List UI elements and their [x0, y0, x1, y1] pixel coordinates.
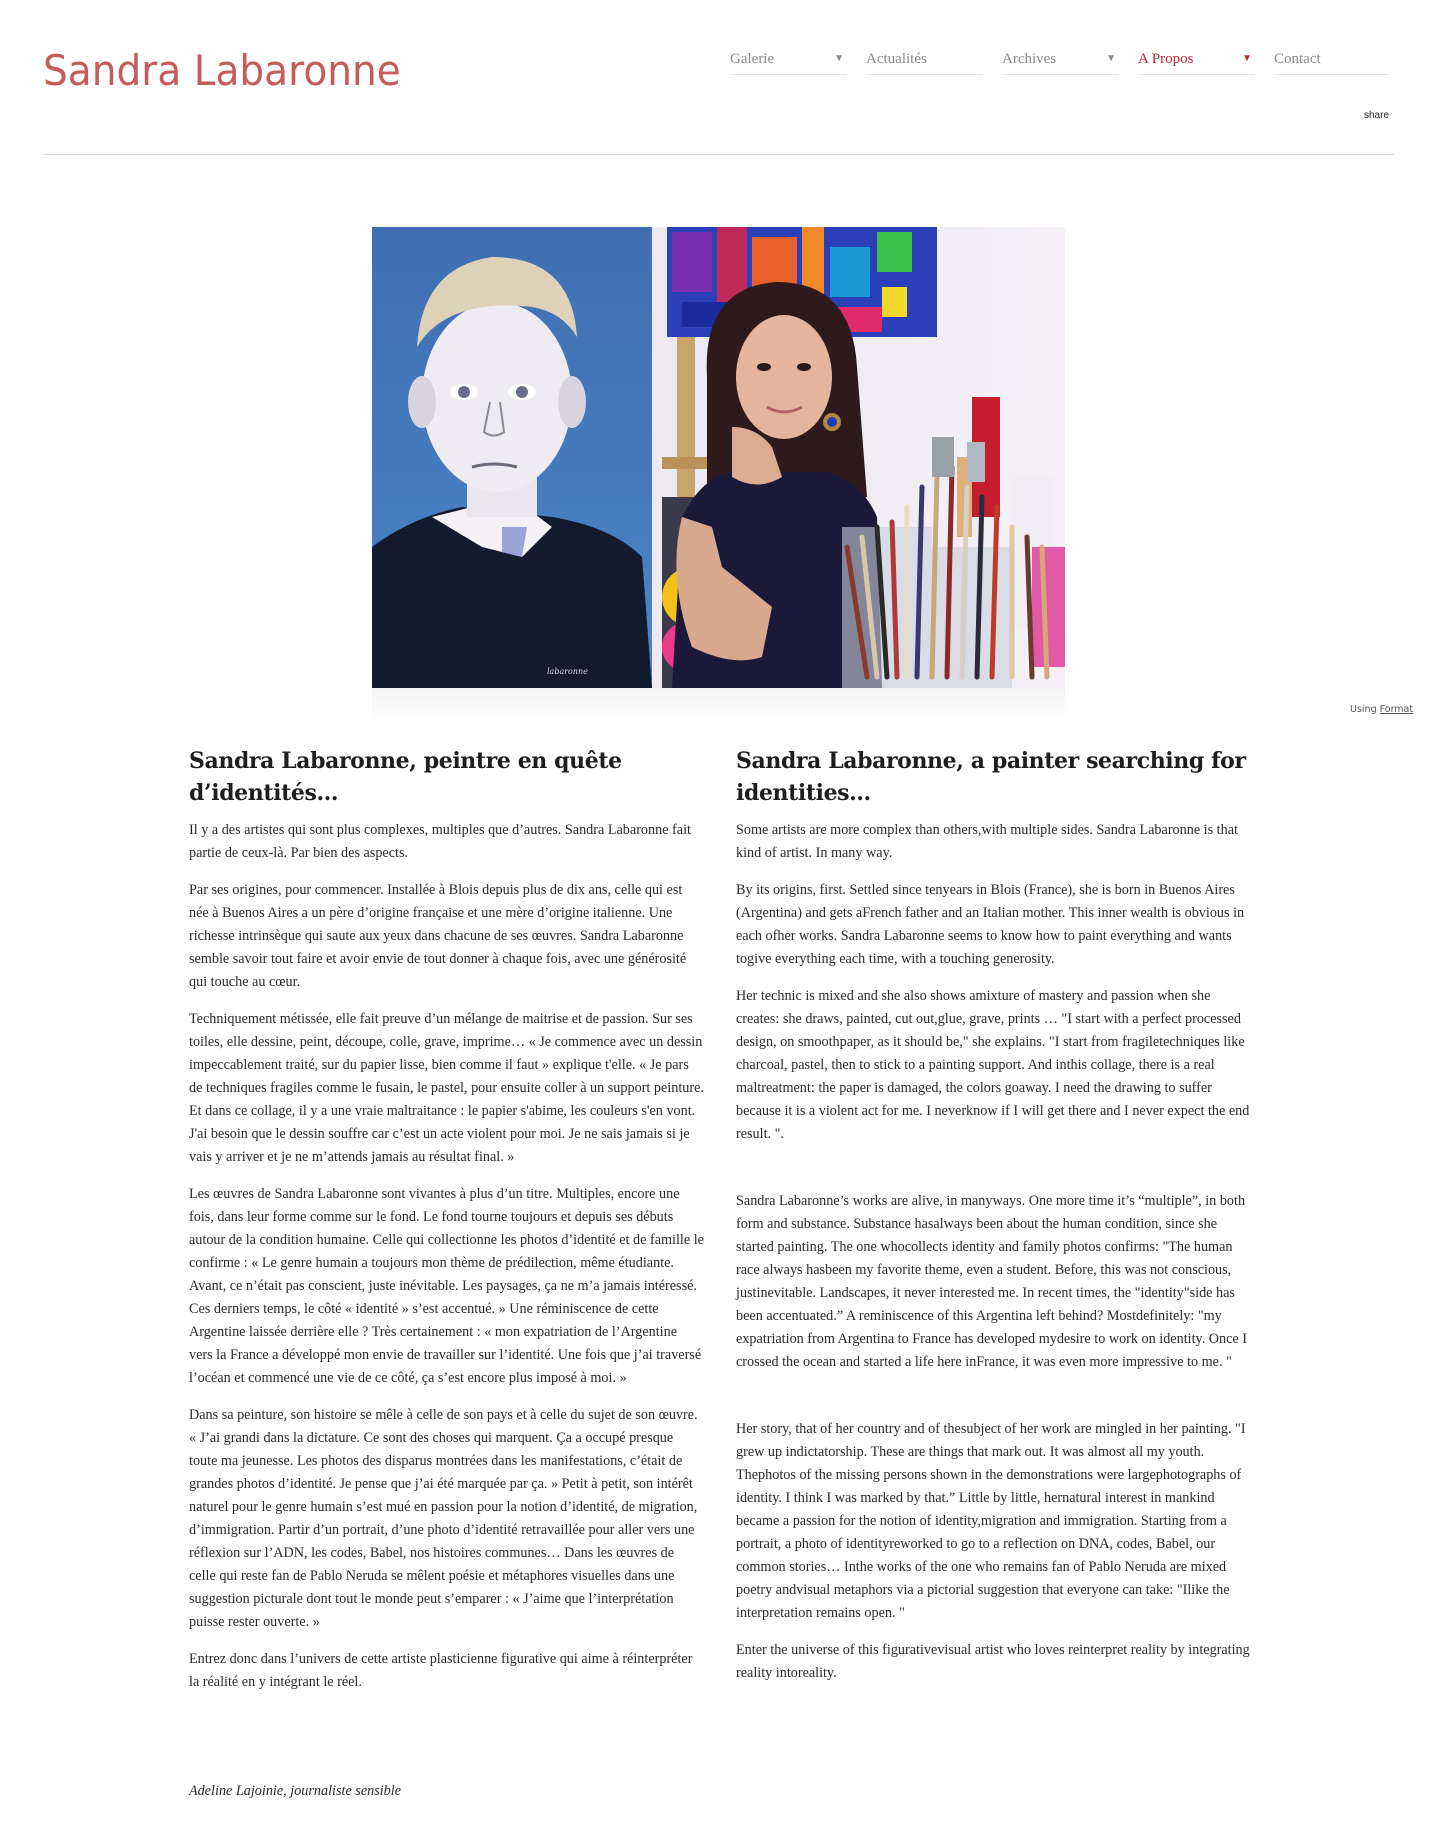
article-english [736, 745, 1251, 1699]
boy-portrait-canvas [372, 227, 652, 688]
paragraph: Entrez donc dans l’univers de cette artiste plasticienne figurative qui aime à réinterpréter la réalité en y intégrant le réel. [189, 1651, 693, 1690]
article-title-french: Sandra Labaronne, peintre en quête d’identités… [189, 748, 622, 806]
nav-item-label: Archives [1002, 51, 1057, 67]
paragraph: Dans sa peinture, son histoire se mêle à celle de son pays et à celle du sujet de son œuvre. « J’ai grandi dans la dictature. Ce sont des choses qui marquent. Ça a occupé presque toute ma jeunesse. Les photos des disparus montrées dans les manifestations, c’était de grandes photos d’identité. Je pense que j’ai été marquée par ça. » Petit à petit, son intérêt naturel pour le genre humain s’est mué en passion pour la notion d’identité, de migration, d’immigration. Partir d’un portrait, d’une photo d’identité retravaillée pour aller vers une réflexion sur l’ADN, les codes, Babel, nos histoires communes… Dans les œuvres de celle qui reste fan de Pablo Neruda se mêlent poésie et métaphores visuelles dans une suggestion picturale dont tout le monde peut s’emparer : « J’aime que l’interprétation puisse rester ouverte. » [189, 1407, 698, 1630]
credit-prefix: Using [1350, 704, 1380, 715]
nav-item-a-propos[interactable] [1138, 46, 1255, 75]
paragraph: Sandra Labaronne’s works are alive, in manyways. One more time it’s “multiple”, in both form and substance. Substance hasalways been about the human condition, since she started painting. The one whocollects identity and family photos confirms: "The human race always hasbeen my favorite theme, even a student. Before, this was not conscious, justinevitable. Landscapes, it never interested me. In recent times, the "identity"side has been accentuated.” A reminiscence of this Argentina left behind? Mostdefinitely: "my expatriation from Argentina to France has developed mydesire to work on identity. Once I crossed the ocean and started a life here inFrance, it was even more impressive to me. " [736, 1193, 1247, 1370]
nav-item-label: A Propos [1138, 51, 1194, 67]
article-french [189, 745, 704, 1708]
paragraph: Enter the universe of this figurativevisual artist who loves reinterpret reality by integrating reality intoreality. [736, 1642, 1250, 1681]
paragraph: Her story, that of her country and of thesubject of her work are mingled in her painting. "I grew up indictatorship. These are things that mark out. It was almost all my youth. Thephotos of the missing persons shown in the demonstrations were largephotographs of identity. I think I was marked by that.” Little by little, hernatural interest in mankind became a passion for the notion of identity,migration and immigration. Starting from a portrait, a photo of identityreworked to go to a reflection on DNA, codes, Babel, our common stories… Inthe works of the one who remains fan of Pablo Neruda are mixed poetry andvisual metaphors via a pictorial suggestion that everyone can take: "Ilike the interpretation remains open. " [736, 1421, 1246, 1621]
header-divider [43, 154, 1394, 155]
paragraph: Il y a des artistes qui sont plus complexes, multiples que d’autres. Sandra Labaronne fait partie de ceux-là. Par bien des aspects. [189, 822, 691, 861]
nav-item-actualites[interactable] [866, 46, 983, 75]
nav-item-galerie[interactable] [730, 46, 847, 75]
site-title-logo[interactable]: Sandra Labaronne [43, 46, 401, 95]
paragraph: By its origins, first. Settled since tenyears in Blois (France), she is born in Buenos Aires (Argentina) and gets aFrench father and an Italian mother. This inner wealth is obvious in each ofher works. Sandra Labaronne seems to know how to paint everything and wants togive everything each time, with a touching generosity. [736, 882, 1245, 967]
format-link[interactable]: Format [1379, 704, 1414, 715]
article-title-english: Sandra Labaronne, a painter searching for identities… [736, 748, 1246, 806]
nav-item-label: Actualités [866, 51, 927, 67]
author-byline: Adeline Lajoinie, journaliste sensible [189, 1783, 402, 1799]
paragraph: Par ses origines, pour commencer. Installée à Blois depuis plus de dix ans, celle qui est née à Buenos Aires a un père d’origine française et une mère d’origine italienne. Une richesse intrinsèque qui saute aux yeux dans chacune de ses œuvres. Sandra Labaronne semble savoir tout faire et avoir envie de tout donner à chaque fois, avec une générosité qui touche au cœur. [189, 882, 687, 990]
nav-item-archives[interactable] [1002, 46, 1119, 75]
nav-item-label: Contact [1274, 51, 1321, 67]
paragraph: Her technic is mixed and she also shows amixture of mastery and passion when she creates: she draws, painted, cut out,glue, grave, prints … "I start with a perfect processed design, on smoothpaper, as it should be," she explains. "I start from fragiletechniques like charcoal, pastel, then to stick to a painting support. And inthis collage, there is a real maltreatment: the paper is damaged, the colors goaway. I need the drawing to suffer because it is a violent act for me. I neverknow if I will get there and I never expect the end result. ". [736, 988, 1250, 1142]
nav-item-label: Galerie [730, 51, 775, 67]
share-link[interactable]: share [1364, 110, 1390, 121]
chevron-down-icon[interactable]: ▼ [1106, 53, 1116, 64]
hero-photo [372, 227, 1065, 688]
nav-item-contact[interactable] [1274, 46, 1389, 75]
platform-credit [1350, 704, 1413, 715]
paragraph: Techniquement métissée, elle fait preuve d’un mélange de maitrise et de passion. Sur ses toiles, elle dessine, peint, découpe, colle, grave, imprime… « Je commence avec un dessin impeccablement traité, sur du papier lisse, bien comme il faut » explique t'elle. « Je pars de techniques fragiles comme le fusain, le pastel, pour ensuite coller à un support peinture. Et dans ce collage, il y a une vraie maltraitance : le papier s'abime, les couleurs s'en vont. J'ai besoin que le dessin souffre car c’est un acte violent pour moi. Je ne sais jamais si je vais y arriver et je ne m’attends jamais au résultat final. » [189, 1011, 704, 1165]
main-nav [730, 46, 1389, 75]
chevron-down-icon[interactable]: ▼ [1242, 53, 1252, 64]
artist-studio-photo [372, 227, 1065, 688]
hero-shadow [372, 688, 1065, 724]
paragraph: Les œuvres de Sandra Labaronne sont vivantes à plus d’un titre. Multiples, encore une fois, dans leur forme comme sur le fond. Le fond tourne toujours et depuis ses débuts autour de la condition humaine. Celle qui collectionne les photos d’identité et de famille le confirme : « Le genre humain a toujours mon thème de prédilection, même étudiante. Avant, ce n’était pas conscient, juste inévitable. Les paysages, ça ne m’a jamais intéressé. Ces derniers temps, le côté « identité » s’est accentué. » Une réminiscence de cette Argentine laissée derrière elle ? Très certainement : « mon expatriation de l’Argentine vers la France a développé mon envie de travailler sur l’identité. Une fois que j’ai traversé l’océan et commencé une vie de ce côté, ça s’est encore plus imposé à moi. » [189, 1186, 704, 1386]
paragraph: Some artists are more complex than others,with multiple sides. Sandra Labaronne is that kind of artist. In many way. [736, 822, 1238, 861]
svg-text:labaronne: labaronne [547, 667, 588, 676]
chevron-down-icon[interactable]: ▼ [834, 53, 844, 64]
